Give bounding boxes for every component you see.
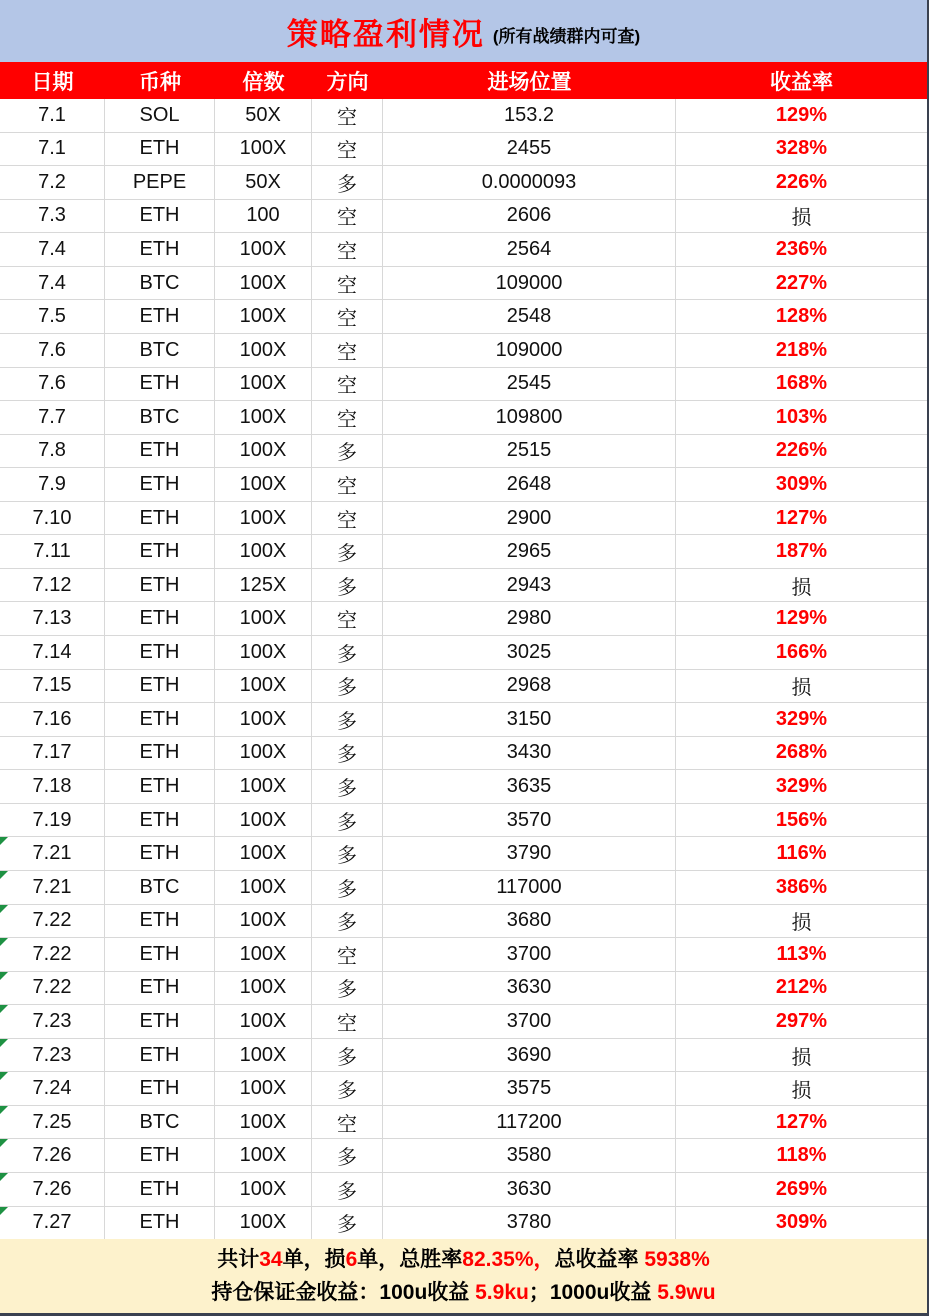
cell-coin: ETH — [105, 905, 215, 938]
cell-entry: 2606 — [383, 200, 676, 233]
cell-entry: 117200 — [383, 1106, 676, 1139]
cell-coin: BTC — [105, 1106, 215, 1139]
cell-direction: 空 — [312, 300, 383, 333]
cell-coin: ETH — [105, 300, 215, 333]
table-row — [0, 871, 927, 905]
cell-entry: 3690 — [383, 1039, 676, 1072]
cell-leverage: 100X — [215, 636, 312, 669]
summary-segment: 单，总胜率 — [357, 1247, 463, 1271]
cell-return: 损 — [791, 912, 812, 935]
cell-leverage: 100X — [215, 1139, 312, 1172]
table-row — [0, 804, 927, 838]
cell-date: 7.17 — [0, 737, 105, 770]
table-row — [0, 905, 927, 939]
cell-date: 7.4 — [0, 233, 105, 266]
cell-leverage: 100X — [215, 972, 312, 1005]
cell-return: 损 — [791, 677, 812, 700]
cell-return: 297% — [775, 1009, 828, 1032]
cell-direction: 空 — [312, 334, 383, 367]
summary-segment: 5938% — [644, 1247, 710, 1271]
cell-direction: 多 — [312, 636, 383, 669]
cell-direction: 多 — [312, 837, 383, 870]
summary-segment: 单，损 — [282, 1247, 346, 1271]
cell-entry: 2980 — [383, 602, 676, 635]
summary-line1 — [217, 1244, 710, 1276]
cell-direction: 空 — [312, 267, 383, 300]
summary-segment: 6 — [345, 1247, 358, 1271]
cell-leverage: 100X — [215, 1207, 312, 1240]
cell-direction: 多 — [312, 1139, 383, 1172]
table-row — [0, 770, 927, 804]
cell-return: 212% — [775, 976, 828, 999]
cell-coin: ETH — [105, 602, 215, 635]
cell-return: 103% — [775, 405, 828, 428]
cell-date: 7.21 — [0, 837, 105, 870]
cell-direction: 空 — [312, 368, 383, 401]
cell-direction: 多 — [312, 737, 383, 770]
cell-date: 7.13 — [0, 602, 105, 635]
cell-leverage: 100X — [215, 871, 312, 904]
cell-coin: ETH — [105, 1173, 215, 1206]
cell-leverage: 100X — [215, 938, 312, 971]
cell-entry: 2515 — [383, 435, 676, 468]
cell-direction: 多 — [312, 1072, 383, 1105]
cell-leverage: 100X — [215, 837, 312, 870]
cell-coin: ETH — [105, 535, 215, 568]
cell-date: 7.23 — [0, 1039, 105, 1072]
cell-return: 187% — [775, 540, 828, 563]
table-row — [0, 200, 927, 234]
cell-leverage: 125X — [215, 569, 312, 602]
cell-leverage: 100X — [215, 905, 312, 938]
summary-segment: 5.9wu — [657, 1280, 716, 1304]
cell-return: 309% — [775, 1211, 828, 1234]
cell-entry: 3790 — [383, 837, 676, 870]
cell-return: 118% — [776, 1144, 827, 1167]
table-row — [0, 1106, 927, 1140]
cell-direction: 多 — [312, 1207, 383, 1240]
cell-entry: 3575 — [383, 1072, 676, 1105]
cell-direction: 空 — [312, 233, 383, 266]
cell-coin: ETH — [105, 1005, 215, 1038]
cell-return: 损 — [791, 207, 812, 230]
cell-return: 226% — [775, 170, 828, 193]
summary-segment: 34 — [259, 1247, 283, 1271]
cell-date: 7.27 — [0, 1207, 105, 1240]
cell-date: 7.26 — [0, 1173, 105, 1206]
cell-coin: ETH — [105, 1072, 215, 1105]
cell-direction: 空 — [312, 502, 383, 535]
table-row — [0, 133, 927, 167]
cell-date: 7.26 — [0, 1139, 105, 1172]
table-row — [0, 368, 927, 402]
cell-leverage: 50X — [215, 99, 312, 132]
table-row — [0, 99, 927, 133]
cell-return: 166% — [775, 640, 828, 663]
cell-direction: 空 — [312, 602, 383, 635]
page-title-note: (所有战绩群内可查) — [492, 26, 641, 46]
cell-return: 损 — [791, 576, 812, 599]
cell-return: 329% — [775, 707, 828, 730]
cell-coin: ETH — [105, 368, 215, 401]
summary-segment: 5.9ku — [475, 1280, 529, 1304]
summary-line2 — [211, 1277, 715, 1309]
cell-return: 损 — [791, 1046, 812, 1069]
cell-return: 127% — [775, 506, 828, 529]
cell-direction: 多 — [312, 569, 383, 602]
cell-entry: 2564 — [383, 233, 676, 266]
cell-return: 227% — [775, 271, 828, 294]
cell-entry: 3635 — [383, 770, 676, 803]
cell-leverage: 100X — [215, 804, 312, 837]
summary-footer — [0, 1239, 927, 1313]
cell-direction: 空 — [312, 200, 383, 233]
column-header-direction: 方向 — [326, 70, 369, 94]
cell-return: 328% — [775, 137, 828, 160]
cell-date: 7.23 — [0, 1005, 105, 1038]
cell-direction: 多 — [312, 804, 383, 837]
cell-direction: 多 — [312, 905, 383, 938]
cell-leverage: 100 — [215, 200, 312, 233]
cell-direction: 空 — [312, 1005, 383, 1038]
cell-leverage: 100X — [215, 1072, 312, 1105]
cell-return: 309% — [775, 472, 828, 495]
cell-entry: 2968 — [383, 670, 676, 703]
cell-entry: 0.0000093 — [383, 166, 676, 199]
cell-entry: 3630 — [383, 972, 676, 1005]
cell-coin: BTC — [105, 267, 215, 300]
table-row — [0, 1072, 927, 1106]
cell-leverage: 100X — [215, 1039, 312, 1072]
cell-coin: ETH — [105, 837, 215, 870]
table-row — [0, 401, 927, 435]
cell-coin: ETH — [105, 972, 215, 1005]
cell-leverage: 100X — [215, 1173, 312, 1206]
cell-entry: 109000 — [383, 267, 676, 300]
cell-date: 7.19 — [0, 804, 105, 837]
cell-coin: ETH — [105, 133, 215, 166]
cell-return: 127% — [775, 1110, 828, 1133]
cell-entry: 117000 — [383, 871, 676, 904]
table-row — [0, 1139, 927, 1173]
table-row — [0, 938, 927, 972]
cell-date: 7.24 — [0, 1072, 105, 1105]
table-row — [0, 468, 927, 502]
table-row — [0, 636, 927, 670]
cell-entry: 3630 — [383, 1173, 676, 1206]
cell-date: 7.21 — [0, 871, 105, 904]
cell-direction: 多 — [312, 703, 383, 736]
summary-segment: 持仓保证金收益：100u收益 — [211, 1280, 476, 1304]
cell-entry: 2648 — [383, 468, 676, 501]
table-row — [0, 334, 927, 368]
column-header-entry: 进场位置 — [487, 70, 572, 94]
cell-entry: 2943 — [383, 569, 676, 602]
column-header-return: 收益率 — [770, 70, 833, 94]
cell-leverage: 100X — [215, 1106, 312, 1139]
cell-entry: 3430 — [383, 737, 676, 770]
cell-direction: 多 — [312, 871, 383, 904]
cell-entry: 153.2 — [383, 99, 676, 132]
cell-coin: ETH — [105, 804, 215, 837]
cell-direction: 多 — [312, 1039, 383, 1072]
cell-coin: ETH — [105, 468, 215, 501]
cell-coin: ETH — [105, 1039, 215, 1072]
cell-entry: 2548 — [383, 300, 676, 333]
cell-date: 7.5 — [0, 300, 105, 333]
cell-leverage: 50X — [215, 166, 312, 199]
cell-coin: ETH — [105, 737, 215, 770]
cell-return: 168% — [775, 372, 828, 395]
cell-direction: 多 — [312, 166, 383, 199]
cell-date: 7.1 — [0, 133, 105, 166]
cell-direction: 多 — [312, 670, 383, 703]
column-header-date: 日期 — [31, 70, 74, 94]
cell-leverage: 100X — [215, 670, 312, 703]
cell-leverage: 100X — [215, 468, 312, 501]
cell-return: 226% — [775, 439, 828, 462]
cell-leverage: 100X — [215, 435, 312, 468]
cell-coin: ETH — [105, 435, 215, 468]
table-row — [0, 1039, 927, 1073]
summary-segment: 82.35%， — [462, 1247, 555, 1271]
table-row — [0, 1207, 927, 1240]
cell-entry: 3025 — [383, 636, 676, 669]
table-row — [0, 233, 927, 267]
summary-segment: 总收益率 — [554, 1247, 645, 1271]
cell-date: 7.22 — [0, 938, 105, 971]
table-row — [0, 737, 927, 771]
cell-return: 113% — [776, 942, 827, 965]
cell-return: 268% — [775, 741, 828, 764]
cell-direction: 空 — [312, 99, 383, 132]
cell-coin: SOL — [105, 99, 215, 132]
cell-leverage: 100X — [215, 300, 312, 333]
cell-direction: 多 — [312, 1173, 383, 1206]
table-row — [0, 502, 927, 536]
cell-coin: ETH — [105, 502, 215, 535]
cell-date: 7.22 — [0, 905, 105, 938]
cell-leverage: 100X — [215, 334, 312, 367]
cell-direction: 空 — [312, 938, 383, 971]
summary-segment: ；1000u收益 — [528, 1280, 658, 1304]
cell-date: 7.16 — [0, 703, 105, 736]
cell-entry: 2965 — [383, 535, 676, 568]
cell-entry: 109000 — [383, 334, 676, 367]
cell-coin: ETH — [105, 636, 215, 669]
cell-return: 218% — [775, 338, 828, 361]
cell-leverage: 100X — [215, 233, 312, 266]
cell-return: 116% — [776, 842, 827, 865]
cell-leverage: 100X — [215, 602, 312, 635]
cell-coin: ETH — [105, 200, 215, 233]
cell-date: 7.2 — [0, 166, 105, 199]
table-header-row — [0, 62, 927, 99]
cell-coin: BTC — [105, 871, 215, 904]
cell-date: 7.22 — [0, 972, 105, 1005]
cell-coin: ETH — [105, 569, 215, 602]
table-body — [0, 99, 927, 1239]
cell-leverage: 100X — [215, 368, 312, 401]
table-row — [0, 670, 927, 704]
table-row — [0, 703, 927, 737]
title-band — [0, 0, 927, 62]
cell-return: 269% — [775, 1177, 828, 1200]
cell-leverage: 100X — [215, 401, 312, 434]
cell-entry: 2545 — [383, 368, 676, 401]
cell-leverage: 100X — [215, 770, 312, 803]
table-row — [0, 1005, 927, 1039]
cell-entry: 2900 — [383, 502, 676, 535]
summary-segment: 共计 — [217, 1247, 260, 1271]
cell-direction: 空 — [312, 401, 383, 434]
cell-coin: ETH — [105, 1139, 215, 1172]
table-row — [0, 267, 927, 301]
cell-direction: 多 — [312, 972, 383, 1005]
cell-entry: 3680 — [383, 905, 676, 938]
table-row — [0, 300, 927, 334]
cell-leverage: 100X — [215, 737, 312, 770]
cell-return: 129% — [775, 607, 828, 630]
table-row — [0, 535, 927, 569]
cell-return: 386% — [775, 875, 828, 898]
cell-coin: PEPE — [105, 166, 215, 199]
cell-date: 7.8 — [0, 435, 105, 468]
cell-leverage: 100X — [215, 703, 312, 736]
cell-date: 7.18 — [0, 770, 105, 803]
cell-leverage: 100X — [215, 535, 312, 568]
cell-date: 7.9 — [0, 468, 105, 501]
cell-date: 7.7 — [0, 401, 105, 434]
cell-coin: ETH — [105, 770, 215, 803]
cell-date: 7.6 — [0, 334, 105, 367]
cell-direction: 空 — [312, 468, 383, 501]
column-header-coin: 币种 — [139, 70, 181, 94]
cell-return: 236% — [775, 238, 828, 261]
cell-direction: 空 — [312, 133, 383, 166]
cell-date: 7.6 — [0, 368, 105, 401]
cell-direction: 多 — [312, 535, 383, 568]
cell-date: 7.11 — [0, 535, 105, 568]
cell-date: 7.10 — [0, 502, 105, 535]
cell-return: 128% — [775, 305, 828, 328]
cell-date: 7.4 — [0, 267, 105, 300]
table-row — [0, 837, 927, 871]
cell-date: 7.12 — [0, 569, 105, 602]
cell-date: 7.15 — [0, 670, 105, 703]
cell-date: 7.3 — [0, 200, 105, 233]
cell-leverage: 100X — [215, 267, 312, 300]
cell-direction: 多 — [312, 435, 383, 468]
cell-entry: 109800 — [383, 401, 676, 434]
cell-entry: 2455 — [383, 133, 676, 166]
cell-entry: 3570 — [383, 804, 676, 837]
table-row — [0, 569, 927, 603]
cell-return: 329% — [775, 775, 828, 798]
cell-coin: ETH — [105, 670, 215, 703]
table-row — [0, 1173, 927, 1207]
cell-coin: BTC — [105, 334, 215, 367]
cell-direction: 多 — [312, 770, 383, 803]
page-title: 策略盈利情况 — [286, 16, 485, 52]
cell-date: 7.1 — [0, 99, 105, 132]
cell-return: 129% — [775, 103, 828, 126]
cell-direction: 空 — [312, 1106, 383, 1139]
cell-coin: ETH — [105, 938, 215, 971]
table-row — [0, 166, 927, 200]
cell-coin: BTC — [105, 401, 215, 434]
cell-coin: ETH — [105, 1207, 215, 1240]
cell-entry: 3580 — [383, 1139, 676, 1172]
cell-leverage: 100X — [215, 502, 312, 535]
column-header-leverage: 倍数 — [242, 70, 285, 94]
cell-return: 156% — [775, 808, 828, 831]
cell-entry: 3150 — [383, 703, 676, 736]
cell-entry: 3700 — [383, 938, 676, 971]
table-row — [0, 602, 927, 636]
cell-entry: 3780 — [383, 1207, 676, 1240]
cell-coin: ETH — [105, 703, 215, 736]
cell-date: 7.25 — [0, 1106, 105, 1139]
table-row — [0, 435, 927, 469]
cell-return: 损 — [791, 1080, 812, 1103]
cell-date: 7.14 — [0, 636, 105, 669]
cell-leverage: 100X — [215, 1005, 312, 1038]
cell-coin: ETH — [105, 233, 215, 266]
cell-entry: 3700 — [383, 1005, 676, 1038]
table-row — [0, 972, 927, 1006]
cell-leverage: 100X — [215, 133, 312, 166]
